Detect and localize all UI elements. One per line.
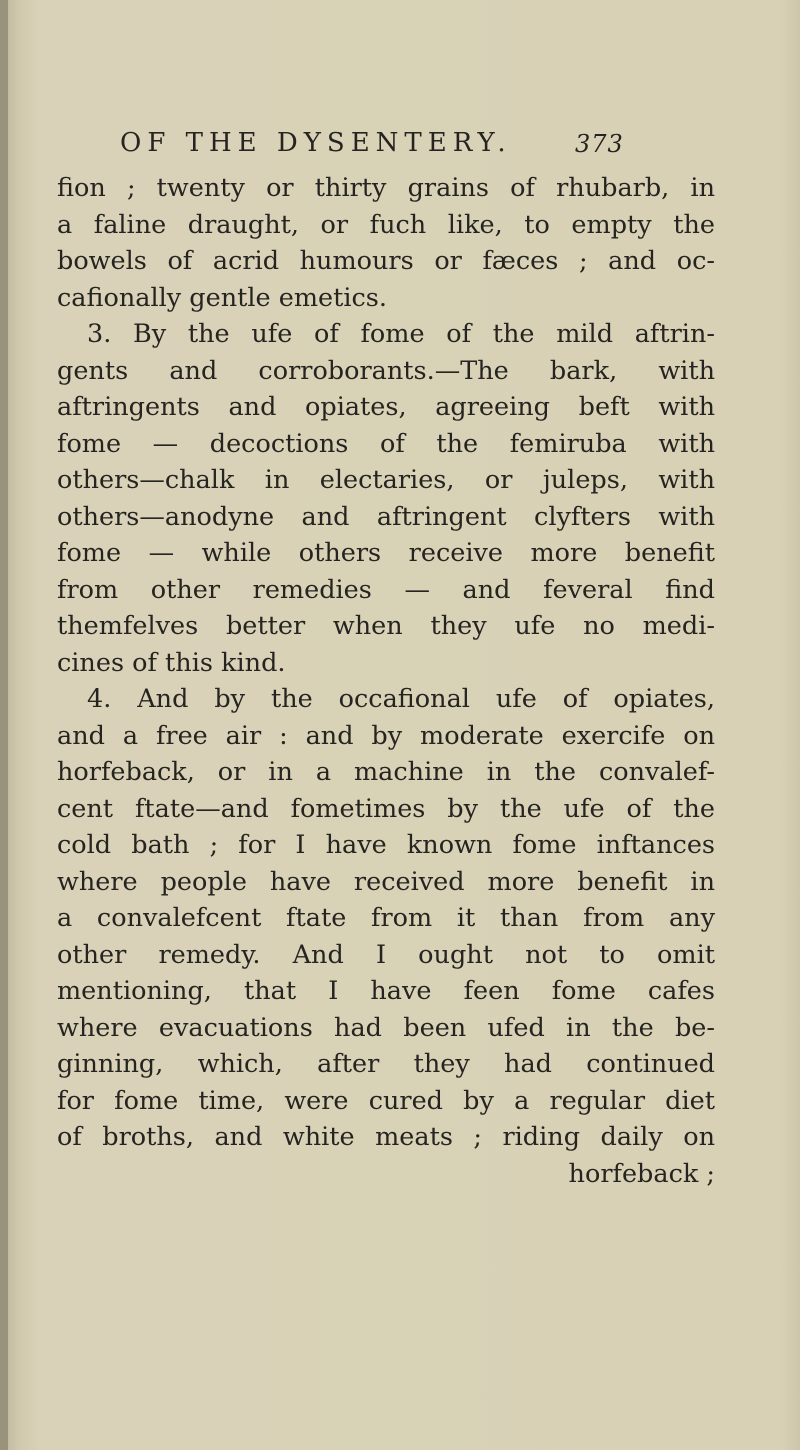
text-line: and a free air : and by moderate exercife on — [57, 720, 715, 751]
text-line: where people have received more benefit in — [57, 866, 715, 897]
text-line: from other remedies — and feveral find — [57, 574, 715, 605]
text-line: 3. By the ufe of fome of the mild aftrin- — [87, 319, 715, 349]
text-line: cines of this kind. — [57, 647, 286, 678]
text-line: others—chalk in electaries, or juleps, with — [57, 465, 715, 495]
text-line: cent ftate—and fometimes by the ufe of the — [57, 793, 715, 824]
text-line: aftringents and opiates, agreeing beft with — [57, 392, 715, 422]
text-line: ginning, which, after they had continued — [57, 1049, 715, 1079]
text-line: for fome time, were cured by a regular diet — [57, 1085, 715, 1116]
running-header — [120, 128, 640, 168]
text-line: cold bath ; for I have known fome inftances — [57, 830, 715, 860]
page-gutter — [0, 0, 8, 1450]
text-line: 4. And by the occafional ufe of opiates, — [87, 684, 715, 714]
body-text — [57, 170, 715, 1192]
text-line: where evacuations had been ufed in the be- — [57, 1012, 715, 1043]
text-line: themfelves better when they ufe no medi- — [57, 611, 715, 641]
text-line: fome — while others receive more benefit — [57, 538, 715, 568]
page-number: 373 — [575, 130, 624, 158]
text-line: cafionally gentle emetics. — [57, 282, 387, 313]
text-line: others—anodyne and aftringent clyfters with — [57, 501, 715, 532]
text-line: horfeback, or in a machine in the convalef- — [57, 757, 715, 787]
text-line: a convalefcent ftate from it than from any — [57, 903, 715, 933]
text-line: fion ; twenty or thirty grains of rhubarb, in — [57, 173, 715, 203]
running-title: OF THE DYSENTERY. — [120, 128, 512, 158]
text-line: of broths, and white meats ; riding daily on — [57, 1122, 715, 1152]
catchword-line: horfeback ; — [568, 1158, 715, 1189]
text-line: mentioning, that I have feen fome cafes — [57, 976, 715, 1006]
text-line: gents and corroborants.—The bark, with — [57, 355, 715, 386]
text-line: fome — decoctions of the femiruba with — [57, 428, 715, 459]
text-line: a faline draught, or fuch like, to empty the — [57, 209, 715, 240]
text-line: bowels of acrid humours or fæces ; and oc- — [57, 246, 715, 276]
text-line: other remedy. And I ought not to omit — [57, 939, 715, 970]
